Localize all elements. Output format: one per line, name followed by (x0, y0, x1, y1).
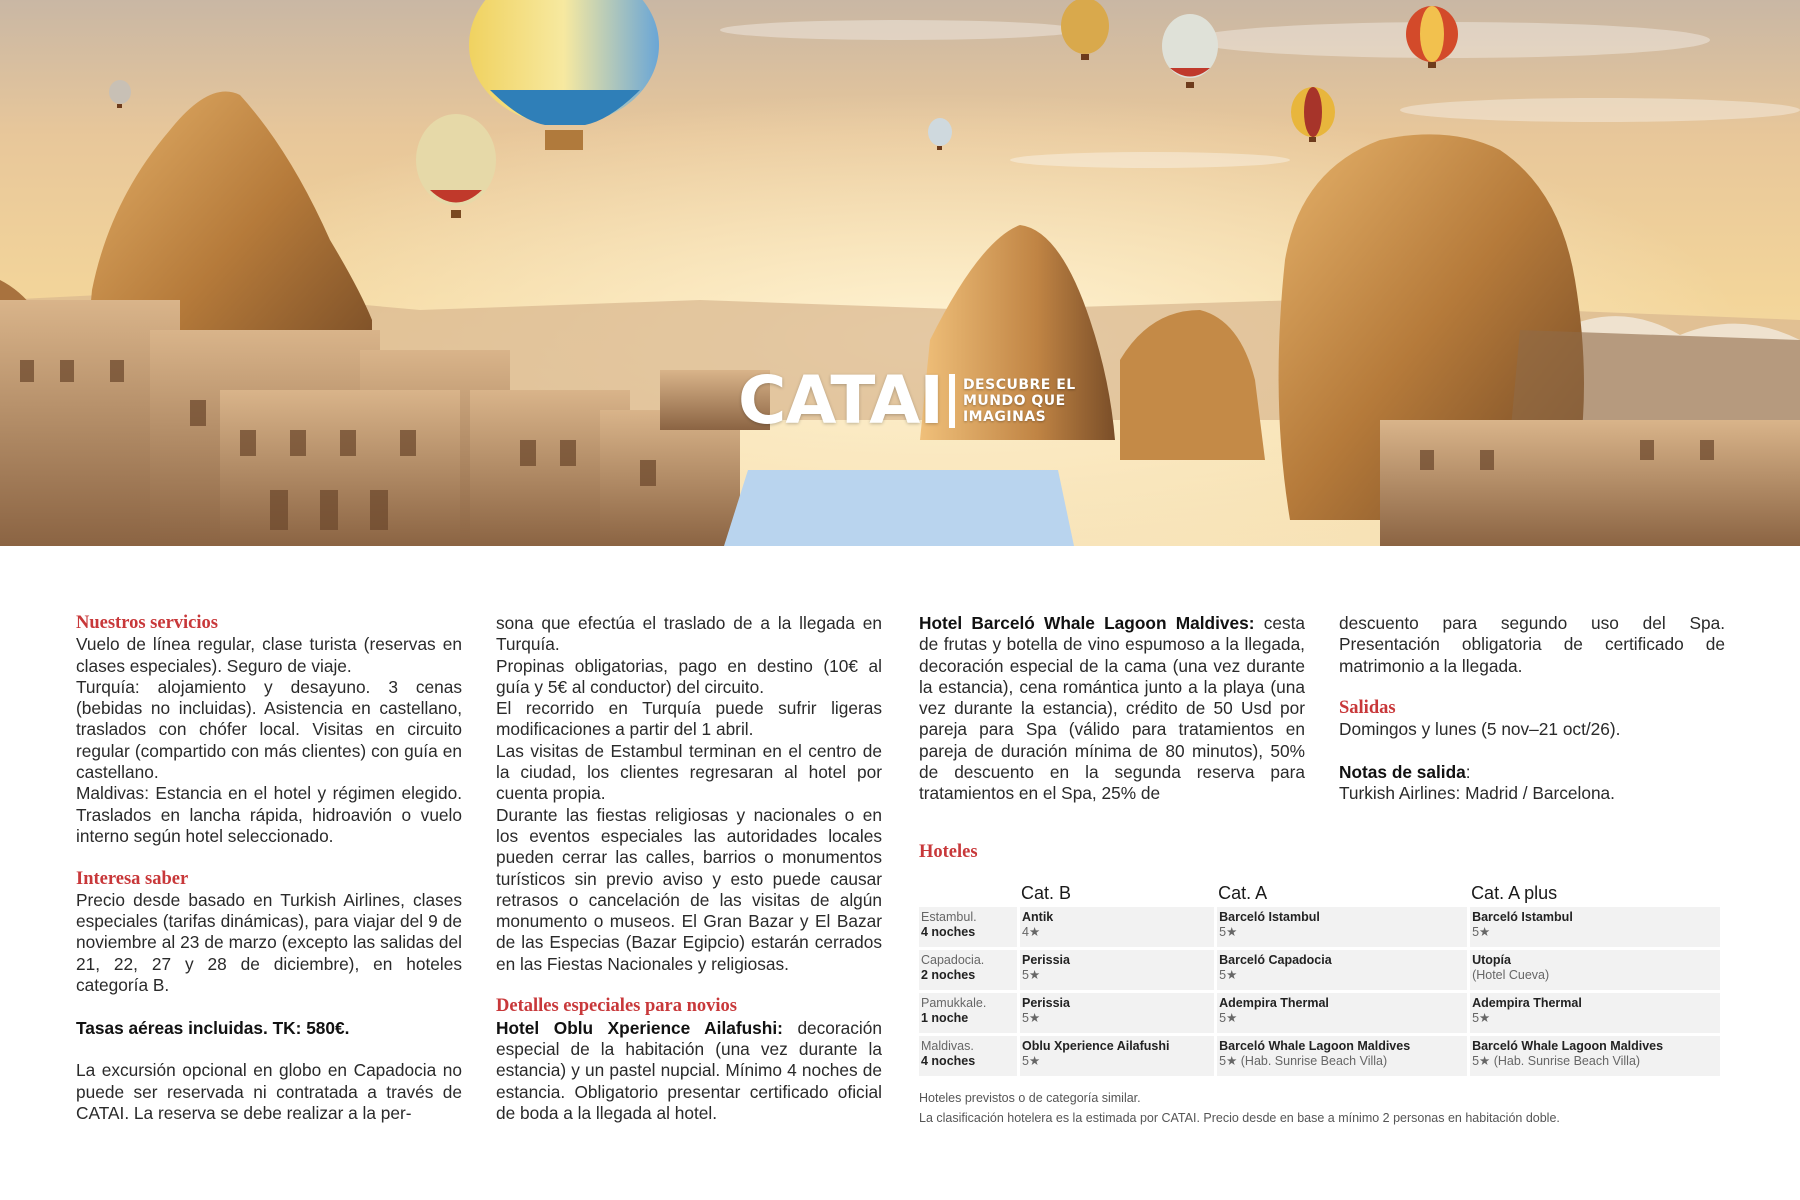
cat-a-cell (1217, 907, 1467, 947)
hotel-stars: 5★ (Hab. Sunrise Beach Villa) (1219, 1054, 1388, 1068)
hotel-stars: 5★ (1022, 1054, 1041, 1068)
hotel-name: Barceló Capadocia (1219, 953, 1332, 967)
hotel-name: Barceló Istambul (1219, 910, 1320, 924)
hotel-stars: 4★ (1022, 925, 1041, 939)
row-city (919, 950, 1017, 990)
cat-a-plus-cell (1470, 993, 1720, 1033)
cat-a-plus-cell (1470, 1036, 1720, 1076)
table-row (919, 950, 1720, 990)
cat-b-cell (1020, 1036, 1214, 1076)
row-city (919, 907, 1017, 947)
logo-divider (949, 374, 955, 428)
hotels-table-header (919, 881, 1720, 904)
salidas-text: Domingos y lunes (5 nov–21 oct/26). (1339, 719, 1621, 740)
tagline-line-1: DESCUBRE EL (962, 377, 1076, 393)
hotel-name: Perissia (1022, 996, 1070, 1010)
nights: 1 noche (921, 1011, 969, 1025)
cat-a-plus-cell (1470, 950, 1720, 990)
oblu-details: decoración especial de la habitación (una vez durante la estancia) y un pastel nupcial. Mínimo 4 noches de estancia. Obligatorio presentar certificado oficial de boda a la llegada al hotel. (496, 1017, 882, 1123)
heading-detalles-novios: Detalles especiales para novios (496, 996, 737, 1017)
notas-salida-text: Turkish Airlines: Madrid / Barcelona. (1339, 783, 1615, 804)
cat-b-cell (1020, 907, 1214, 947)
column-2 (496, 613, 882, 1124)
header-city (919, 881, 1017, 904)
propinas-text: Propinas obligatorias, pago en destino (10€ al guía y 5€ al conductor) del circuito. (496, 655, 882, 697)
catai-tagline (963, 377, 1076, 425)
cat-b-cell (1020, 993, 1214, 1033)
hotel-name: Barceló Whale Lagoon Maldives (1219, 1039, 1411, 1053)
interesa-saber-text: Precio desde basado en Turkish Airlines, clases especiales (tarifas dinámicas), para viajar del 9 de noviembre al 23 de marzo (excepto las salidas del 21, 22, 27 y 28 de diciembre), en hoteles categoría B. (76, 889, 462, 996)
hotels-notes (919, 1088, 1560, 1128)
notas-salida-heading (1339, 762, 1725, 783)
nights: 4 noches (921, 1054, 976, 1068)
nights: 4 noches (921, 925, 976, 939)
column-3 (919, 613, 1305, 805)
hotel-stars: 5★ (1472, 1011, 1491, 1025)
tasas-aereas-text: Tasas aéreas incluidas. TK: 580€. (76, 1017, 350, 1038)
catai-logo-wordmark: CATAI (738, 362, 943, 439)
header-cat-a-plus: Cat. A plus (1471, 883, 1558, 903)
hotel-stars: (Hotel Cueva) (1472, 968, 1550, 982)
hotel-stars: 5★ (1219, 1011, 1238, 1025)
notas-colon: : (1465, 762, 1471, 783)
table-row (919, 907, 1720, 947)
hotels-note-classification: La clasificación hotelera es la estimada por CATAI. Precio desde en base a mínimo 2 personas en habitación doble. (919, 1111, 1560, 1125)
table-row (919, 1036, 1720, 1076)
cat-a-cell (1217, 1036, 1467, 1076)
city-name: Maldivas. (921, 1039, 974, 1053)
hotel-name: Utopía (1472, 953, 1511, 967)
globo-excursion-continued: sona que efectúa el traslado de a la llegada en Turquía. (496, 613, 882, 655)
heading-salidas: Salidas (1339, 698, 1396, 719)
city-name: Estambul. (921, 910, 977, 924)
cat-a-cell (1217, 993, 1467, 1033)
header-cat-b: Cat. B (1021, 883, 1072, 903)
header-cat-a: Cat. A (1218, 883, 1268, 903)
hotel-name: Perissia (1022, 953, 1070, 967)
row-city (919, 1036, 1017, 1076)
hotel-name: Oblu Xperience Ailafushi (1022, 1039, 1170, 1053)
hero-blue-tab (724, 470, 1074, 546)
notas-salida-title: Notas de salida (1339, 762, 1466, 783)
oblu-hotel-name: Hotel Oblu Xperience Ailafushi: (496, 1017, 783, 1038)
hotel-stars: 5★ (1022, 1011, 1041, 1025)
heading-nuestros-servicios: Nuestros servicios (76, 613, 218, 633)
catai-logo (738, 362, 1076, 439)
nights: 2 noches (921, 968, 976, 982)
cat-b-cell (1020, 950, 1214, 990)
column-1 (76, 613, 462, 1124)
fiestas-text: Durante las fiestas religiosas y nacionales o en los eventos especiales las autoridades locales pueden cerrar las calles, barrios o monumentos turísticos sin previo aviso y esto puede causar retrasos o cancelación de las visitas de algún monumento o museos. El Gran Bazar y El Bazar de las Especias (Bazar Egipcio) estarán cerrados en las Fiestas Nacionales y religiosas. (496, 804, 882, 974)
tagline-line-3: IMAGINAS (962, 409, 1047, 425)
hotel-name: Adempira Thermal (1472, 996, 1582, 1010)
city-name: Pamukkale. (921, 996, 987, 1010)
tagline-line-2: MUNDO QUE (962, 393, 1066, 409)
column-4 (1339, 613, 1725, 805)
oblu-novios-text (496, 1018, 882, 1124)
barcelo-novios-text (919, 613, 1305, 805)
recorrido-text: El recorrido en Turquía puede sufrir ligeras modificaciones a partir del 1 abril. (496, 698, 882, 740)
table-row (919, 993, 1720, 1033)
maldivas-services-text: Maldivas: Estancia en el hotel y régimen elegido. Traslados en lancha rápida, hidroavión o vuelo interno según hotel seleccionado. (76, 783, 462, 846)
hotels-table (916, 878, 1723, 1079)
hotel-name: Barceló Whale Lagoon Maldives (1472, 1039, 1664, 1053)
hotel-name: Barceló Istambul (1472, 910, 1573, 924)
turquia-services-text: Turquía: alojamiento y desayuno. 3 cenas (bebidas no incluidas). Asistencia en castellano, traslados con chófer local. Visitas en circuito regular (compartido con más clientes) con guía en castellano. (76, 676, 462, 783)
row-city (919, 993, 1017, 1033)
hero-photo (0, 0, 1800, 546)
heading-interesa-saber: Interesa saber (76, 868, 189, 889)
globo-excursion-text: La excursión opcional en globo en Capadocia no puede ser reservada ni contratada a través de CATAI. La reserva se debe realizar a la per- (76, 1060, 462, 1123)
cat-a-cell (1217, 950, 1467, 990)
estambul-visitas-text: Las visitas de Estambul terminan en el centro de la ciudad, los clientes regresaran al hotel por cuenta propia. (496, 740, 882, 804)
cat-a-plus-cell (1470, 907, 1720, 947)
barcelo-details: cesta de frutas y botella de vino espumoso a la llegada, decoración especial de la cama (una vez durante la estancia), cena romántica junto a la playa (una vez durante la estancia), crédito de 50 Usd por pareja para Spa (válido para tratamientos en pareja de duración mínima de 80 minutos), 50% de descuento en la segunda reserva para tratamientos en el Spa, 25% de (919, 613, 1305, 804)
heading-hoteles: Hoteles (919, 842, 978, 862)
hotel-stars: 5★ (1219, 925, 1238, 939)
hotel-stars: 5★ (1219, 968, 1238, 982)
hotel-name: Adempira Thermal (1219, 996, 1329, 1010)
servicios-text: Vuelo de línea regular, clase turista (reservas en clases especiales). Seguro de viaje. (76, 634, 462, 676)
hotel-name: Antik (1022, 910, 1054, 924)
barcelo-hotel-name: Hotel Barceló Whale Lagoon Maldives: (919, 613, 1255, 633)
hotel-stars: 5★ (Hab. Sunrise Beach Villa) (1472, 1054, 1641, 1068)
hotel-stars: 5★ (1472, 925, 1491, 939)
city-name: Capadocia. (921, 953, 985, 967)
cappadocia-landscape-image (0, 0, 1800, 546)
hotel-stars: 5★ (1022, 968, 1041, 982)
hotels-note-similar: Hoteles previstos o de categoría similar. (919, 1091, 1141, 1105)
barcelo-details-continued: descuento para segundo uso del Spa. Presentación obligatoria de certificado de matrimonio a la llegada. (1339, 613, 1725, 676)
